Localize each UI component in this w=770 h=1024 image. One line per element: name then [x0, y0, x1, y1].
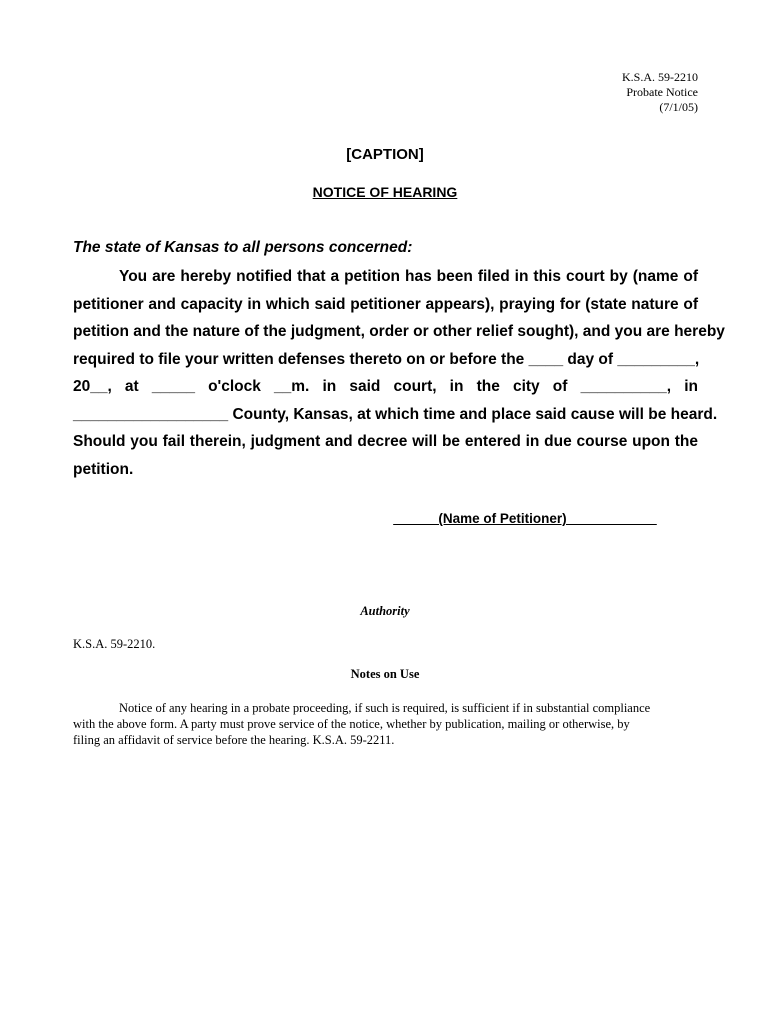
form-name: Probate Notice [626, 85, 698, 99]
authority-text: K.S.A. 59-2210. [73, 637, 156, 651]
body-line: petition. [73, 460, 134, 478]
body-line: required to file your written defenses thereto on or before the ____ day of _________, [73, 350, 700, 368]
body-line: You are hereby notified that a petition has been filed in this court by (name of [119, 268, 698, 285]
body-line: __________________ County, Kansas, at which time and place said cause will be heard. [73, 405, 718, 423]
notes-line: filing an affidavit of service before the hearing. K.S.A. 59-2211. [73, 733, 395, 747]
document-title: NOTICE OF HEARING [312, 184, 458, 200]
authority-heading: Authority [360, 604, 410, 618]
body-line: 20__, at _____ o'clock __m. in said court, in the city of __________, in [73, 378, 698, 395]
form-reference-block [622, 70, 698, 115]
petitioner-signature-line: ______(Name of Petitioner)____________ [393, 511, 657, 526]
body-line: petitioner and capacity in which said petitioner appears), praying for (state nature of [73, 295, 698, 313]
notes-line: with the above form. A party must prove service of the notice, whether by publication, mailing or otherwise, by [73, 717, 630, 731]
notes-line: Notice of any hearing in a probate proceeding, if such is required, is sufficient if in substantial compliance [119, 701, 651, 715]
body-line: Should you fail therein, judgment and decree will be entered in due course upon the [73, 433, 698, 450]
notes-on-use-heading: Notes on Use [350, 667, 420, 681]
body-line: petition and the nature of the judgment, order or other relief sought), and you are hereby [73, 323, 725, 340]
form-date: (7/1/05) [659, 100, 698, 114]
caption-heading: [CAPTION] [346, 146, 424, 163]
salutation: The state of Kansas to all persons concerned: [73, 239, 413, 256]
notice-body [73, 263, 725, 483]
notes-on-use-body [73, 700, 689, 748]
statute-reference: K.S.A. 59-2210 [621, 70, 698, 84]
